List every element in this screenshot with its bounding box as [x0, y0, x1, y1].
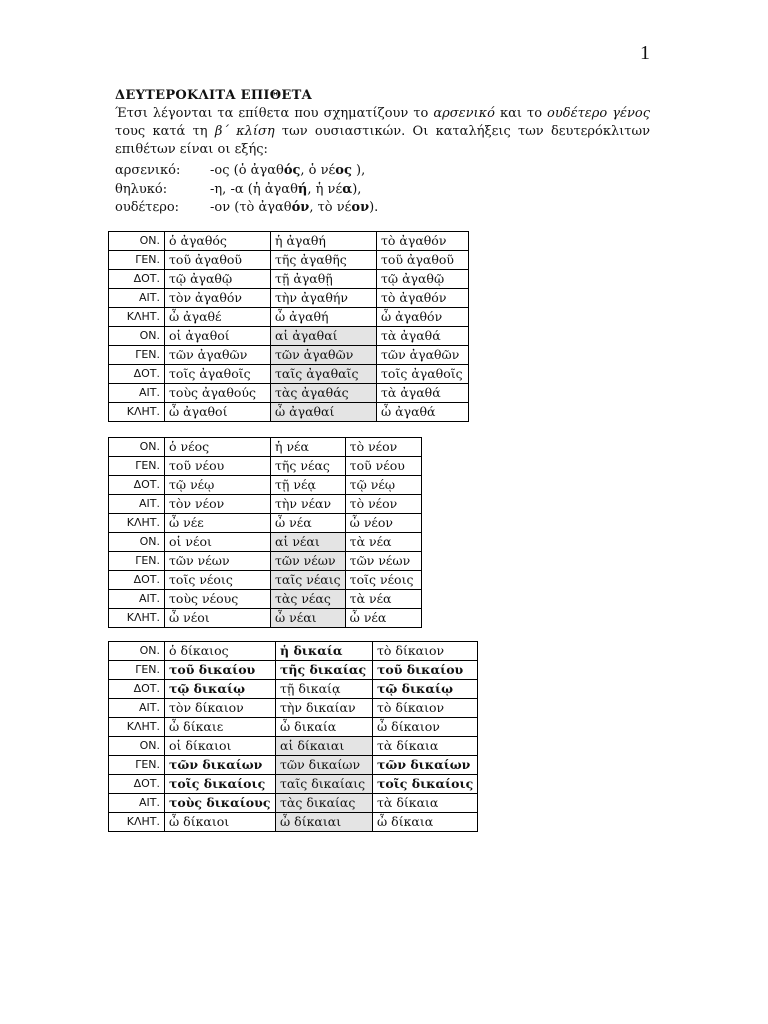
- intro-italic-masculine: αρσενικό: [433, 106, 495, 121]
- table-row: [109, 438, 422, 457]
- form-cell: τῶν νέων: [271, 552, 346, 571]
- table-row: [109, 737, 478, 756]
- form-cell: ταῖς ἀγαθαῖς: [271, 365, 377, 384]
- form-cell: τῶν ἀγαθῶν: [271, 346, 377, 365]
- table-row: [109, 308, 469, 327]
- ending-row-neuter: [115, 199, 378, 218]
- form-cell: τῷ ἀγαθῷ: [165, 270, 271, 289]
- table-row: [109, 609, 422, 628]
- ending-label: αρσενικό:: [115, 163, 181, 178]
- form-cell: τὰ δίκαια: [373, 737, 478, 756]
- case-label-cell: ΔΟΤ.: [109, 775, 165, 794]
- form-cell: τοῖς δικαίοις: [165, 775, 276, 794]
- form-cell: οἱ ἀγαθοί: [165, 327, 271, 346]
- case-label-cell: ΟΝ.: [109, 438, 165, 457]
- form-cell: τοῦ νέου: [165, 457, 271, 476]
- form-cell: ἡ νέα: [271, 438, 346, 457]
- form-cell: τοῖς νέοις: [345, 571, 421, 590]
- case-label-cell: ΑΙΤ.: [109, 495, 165, 514]
- form-cell: ὦ δίκαιοι: [165, 813, 276, 832]
- form-cell: τῷ ἀγαθῷ: [377, 270, 469, 289]
- form-cell: τοῦ δικαίου: [373, 661, 478, 680]
- ending-row-masculine: [115, 162, 378, 181]
- page-number: 1: [640, 42, 650, 64]
- form-cell: ἡ ἀγαθή: [271, 232, 377, 251]
- form-cell: τῶν νέων: [165, 552, 271, 571]
- case-label-cell: ΔΟΤ.: [109, 270, 165, 289]
- table-row: [109, 232, 469, 251]
- table-row: [109, 590, 422, 609]
- form-cell: τῶν ἀγαθῶν: [377, 346, 469, 365]
- form-cell: τῇ ἀγαθῇ: [271, 270, 377, 289]
- form-cell: τὰ ἀγαθά: [377, 384, 469, 403]
- table-row: [109, 289, 469, 308]
- intro-italic-declension: β΄ κλίση: [214, 124, 275, 139]
- table-row: [109, 495, 422, 514]
- form-cell: τοὺς δικαίους: [165, 794, 276, 813]
- form-cell: τῶν δικαίων: [165, 756, 276, 775]
- form-cell: τὰ νέα: [345, 533, 421, 552]
- table-row: [109, 365, 469, 384]
- form-cell: αἱ νέαι: [271, 533, 346, 552]
- form-cell: τὰ δίκαια: [373, 794, 478, 813]
- form-cell: τοῦ ἀγαθοῦ: [165, 251, 271, 270]
- form-cell: ὦ νέοι: [165, 609, 271, 628]
- form-cell: τὰς ἀγαθάς: [271, 384, 377, 403]
- form-cell: τῆς ἀγαθῆς: [271, 251, 377, 270]
- ending-label: ουδέτερο:: [115, 200, 180, 215]
- form-cell: ὦ νέαι: [271, 609, 346, 628]
- case-label-cell: ΔΟΤ.: [109, 476, 165, 495]
- intro-text: Έτσι λέγονται τα επίθετα που σχηματίζουν το: [115, 106, 434, 121]
- table-row: [109, 327, 469, 346]
- form-cell: τοὺς νέους: [165, 590, 271, 609]
- form-cell: αἱ ἀγαθαί: [271, 327, 377, 346]
- form-cell: ὦ δικαία: [276, 718, 373, 737]
- form-cell: τὰς δικαίας: [276, 794, 373, 813]
- declension-table-neos: [108, 437, 422, 628]
- form-cell: ταῖς δικαίαις: [276, 775, 373, 794]
- case-label-cell: ΚΛΗΤ.: [109, 308, 165, 327]
- case-label-cell: ΚΛΗΤ.: [109, 514, 165, 533]
- case-label-cell: ΓΕΝ.: [109, 251, 165, 270]
- table-row: [109, 699, 478, 718]
- form-cell: τὰ ἀγαθά: [377, 327, 469, 346]
- table-row: [109, 270, 469, 289]
- table-row: [109, 457, 422, 476]
- form-cell: τὸ νέον: [345, 495, 421, 514]
- form-cell: τῶν νέων: [345, 552, 421, 571]
- case-label-cell: ΔΟΤ.: [109, 365, 165, 384]
- form-cell: τῆς δικαίας: [276, 661, 373, 680]
- form-cell: ὦ δίκαιαι: [276, 813, 373, 832]
- intro-text: και το: [495, 106, 548, 121]
- form-cell: ὁ ἀγαθός: [165, 232, 271, 251]
- form-cell: τῆς νέας: [271, 457, 346, 476]
- table-row: [109, 514, 422, 533]
- endings-list: [115, 162, 378, 218]
- ending-row-feminine: [115, 181, 378, 200]
- form-cell: ὦ νέα: [345, 609, 421, 628]
- table-row: [109, 346, 469, 365]
- form-cell: ὦ δίκαιε: [165, 718, 276, 737]
- table-row: [109, 661, 478, 680]
- declension-table-agathos: [108, 231, 469, 422]
- case-label-cell: ΚΛΗΤ.: [109, 403, 165, 422]
- form-cell: οἱ δίκαιοι: [165, 737, 276, 756]
- form-cell: τὸν ἀγαθόν: [165, 289, 271, 308]
- table-row: [109, 552, 422, 571]
- form-cell: τὴν δικαίαν: [276, 699, 373, 718]
- table-row: [109, 642, 478, 661]
- ending-text: -ος (ὁ ἀγαθός, ὁ νέος ),: [210, 163, 366, 178]
- form-cell: τὸ ἀγαθόν: [377, 289, 469, 308]
- case-label-cell: ΓΕΝ.: [109, 457, 165, 476]
- table-row: [109, 756, 478, 775]
- intro-text: τους κατά τη: [115, 124, 215, 139]
- case-label-cell: ΓΕΝ.: [109, 552, 165, 571]
- form-cell: τῷ νέῳ: [345, 476, 421, 495]
- form-cell: τοῖς ἀγαθοῖς: [377, 365, 469, 384]
- form-cell: τοῖς δικαίοις: [373, 775, 478, 794]
- form-cell: ἡ δικαία: [276, 642, 373, 661]
- form-cell: ὁ νέος: [165, 438, 271, 457]
- case-label-cell: ΓΕΝ.: [109, 661, 165, 680]
- form-cell: τοῖς ἀγαθοῖς: [165, 365, 271, 384]
- case-label-cell: ΑΙΤ.: [109, 590, 165, 609]
- form-cell: ὦ ἀγαθαί: [271, 403, 377, 422]
- form-cell: ὦ ἀγαθοί: [165, 403, 271, 422]
- table-row: [109, 476, 422, 495]
- table-row: [109, 571, 422, 590]
- form-cell: τὸν νέον: [165, 495, 271, 514]
- section-heading: ΔΕΥΤΕΡΟΚΛΙΤΑ ΕΠΙΘΕΤΑ: [115, 88, 312, 103]
- form-cell: τὰς νέας: [271, 590, 346, 609]
- case-label-cell: ΑΙΤ.: [109, 699, 165, 718]
- form-cell: ὦ νέον: [345, 514, 421, 533]
- form-cell: τοῦ νέου: [345, 457, 421, 476]
- form-cell: ὦ νέα: [271, 514, 346, 533]
- case-label-cell: ΟΝ.: [109, 642, 165, 661]
- form-cell: τῇ νέᾳ: [271, 476, 346, 495]
- intro-paragraph: [115, 105, 650, 159]
- form-cell: τῶν δικαίων: [276, 756, 373, 775]
- ending-text: -η, -α (ἡ ἀγαθή, ἡ νέα),: [210, 181, 362, 197]
- case-label-cell: ΟΝ.: [109, 737, 165, 756]
- ending-text: -ον (τὸ ἀγαθόν, τὸ νέον).: [210, 200, 379, 215]
- ending-label: θηλυκό:: [115, 181, 168, 197]
- table-row: [109, 384, 469, 403]
- case-label-cell: ΓΕΝ.: [109, 346, 165, 365]
- table-row: [109, 680, 478, 699]
- form-cell: τὸ δίκαιον: [373, 642, 478, 661]
- intro-text: των ουσιαστικών. Οι καταλήξεις των δευτερόκλιτων επιθέτων είναι οι εξής:: [115, 124, 650, 157]
- form-cell: τοῦ ἀγαθοῦ: [377, 251, 469, 270]
- case-label-cell: ΚΛΗΤ.: [109, 813, 165, 832]
- form-cell: τῶν δικαίων: [373, 756, 478, 775]
- case-label-cell: ΓΕΝ.: [109, 756, 165, 775]
- case-label-cell: ΚΛΗΤ.: [109, 609, 165, 628]
- form-cell: ταῖς νέαις: [271, 571, 346, 590]
- case-label-cell: ΑΙΤ.: [109, 289, 165, 308]
- form-cell: τὴν νέαν: [271, 495, 346, 514]
- declension-table-dikaios: [108, 641, 478, 832]
- form-cell: ὦ ἀγαθά: [377, 403, 469, 422]
- table-row: [109, 533, 422, 552]
- form-cell: τὸν δίκαιον: [165, 699, 276, 718]
- table-row: [109, 794, 478, 813]
- case-label-cell: ΑΙΤ.: [109, 794, 165, 813]
- form-cell: τὰ νέα: [345, 590, 421, 609]
- form-cell: τῷ δικαίῳ: [373, 680, 478, 699]
- case-label-cell: ΑΙΤ.: [109, 384, 165, 403]
- form-cell: οἱ νέοι: [165, 533, 271, 552]
- form-cell: τοῖς νέοις: [165, 571, 271, 590]
- case-label-cell: ΚΛΗΤ.: [109, 718, 165, 737]
- form-cell: ὦ ἀγαθόν: [377, 308, 469, 327]
- form-cell: τοῦ δικαίου: [165, 661, 276, 680]
- table-row: [109, 403, 469, 422]
- form-cell: τὸ ἀγαθόν: [377, 232, 469, 251]
- case-label-cell: ΟΝ.: [109, 232, 165, 251]
- case-label-cell: ΔΟΤ.: [109, 680, 165, 699]
- form-cell: ὦ ἀγαθή: [271, 308, 377, 327]
- form-cell: τῷ νέῳ: [165, 476, 271, 495]
- form-cell: τοὺς ἀγαθούς: [165, 384, 271, 403]
- form-cell: ὁ δίκαιος: [165, 642, 276, 661]
- form-cell: ὦ δίκαιον: [373, 718, 478, 737]
- table-row: [109, 718, 478, 737]
- form-cell: τῷ δικαίῳ: [165, 680, 276, 699]
- form-cell: ὦ νέε: [165, 514, 271, 533]
- form-cell: ὦ ἀγαθέ: [165, 308, 271, 327]
- table-row: [109, 813, 478, 832]
- form-cell: αἱ δίκαιαι: [276, 737, 373, 756]
- form-cell: τῶν ἀγαθῶν: [165, 346, 271, 365]
- form-cell: τὴν ἀγαθήν: [271, 289, 377, 308]
- intro-italic-neuter: ουδέτερο γένος: [547, 106, 650, 121]
- form-cell: τὸ δίκαιον: [373, 699, 478, 718]
- case-label-cell: ΟΝ.: [109, 327, 165, 346]
- form-cell: τὸ νέον: [345, 438, 421, 457]
- table-row: [109, 251, 469, 270]
- form-cell: τῇ δικαίᾳ: [276, 680, 373, 699]
- case-label-cell: ΔΟΤ.: [109, 571, 165, 590]
- form-cell: ὦ δίκαια: [373, 813, 478, 832]
- case-label-cell: ΟΝ.: [109, 533, 165, 552]
- table-row: [109, 775, 478, 794]
